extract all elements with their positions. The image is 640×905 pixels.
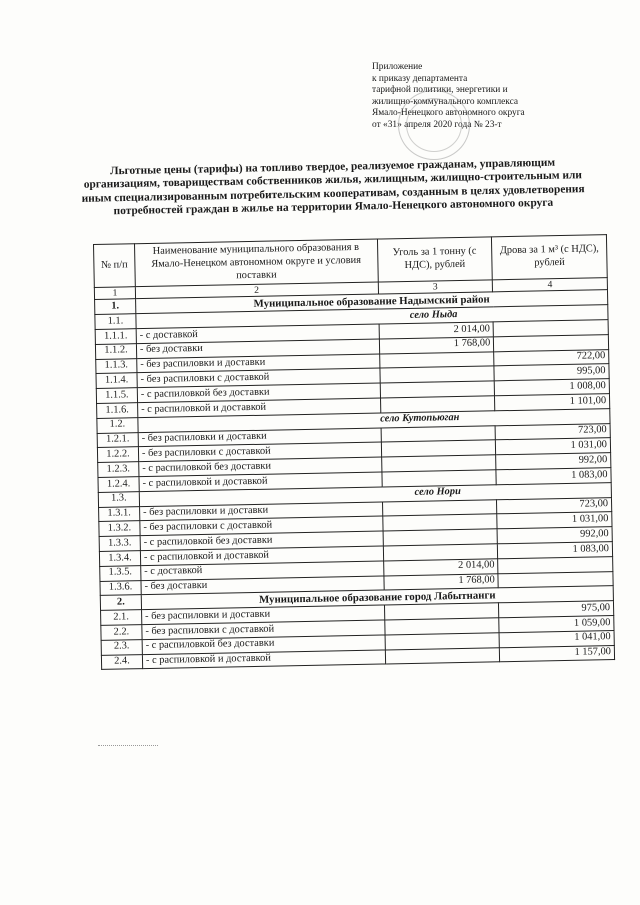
row-number: 2.3.	[101, 639, 142, 655]
row-label: - без распиловки и доставки	[138, 428, 381, 447]
row-label: - без распиловки и доставки	[139, 502, 382, 521]
row-number: 1.2.3.	[98, 462, 139, 478]
appendix-line: от «31» апреля 2020 года № 23-т	[372, 119, 502, 130]
wood-price: 723,00	[495, 423, 610, 440]
row-label: - с распиловкой и доставкой	[140, 546, 383, 565]
wood-price: 1 041,00	[499, 630, 614, 647]
coal-price: 2 014,00	[383, 559, 498, 576]
row-label: - с распиловкой без доставки	[137, 383, 380, 402]
row-number: 1.1.1.	[95, 329, 136, 345]
row-number: 1.3.	[98, 491, 139, 507]
row-label: - с распиловкой без доставки	[140, 531, 383, 550]
header-name: Наименование муниципального образования в Ямало-Ненецком автономном округе и условия поставки	[134, 239, 377, 287]
col-number: 3	[378, 280, 493, 294]
wood-price: 1 083,00	[498, 542, 613, 559]
header-wood: Дрова за 1 м³ (с НДС), рублей	[492, 235, 608, 281]
row-number: 2.	[100, 595, 141, 611]
row-number: 1.1.2.	[95, 343, 136, 359]
wood-price: 1 031,00	[497, 512, 612, 529]
subsection-title: село Ныда	[136, 305, 608, 329]
header-no: № п/п	[94, 244, 136, 288]
row-number: 2.1.	[101, 610, 142, 626]
row-label: - с распиловкой без доставки	[139, 457, 382, 476]
row-label: - с доставкой	[136, 324, 379, 343]
col-number: 1	[94, 287, 135, 300]
wood-price: 1 031,00	[496, 438, 611, 455]
coal-price: 2 014,00	[379, 322, 494, 339]
tariff-table	[93, 234, 615, 670]
row-label: - с доставкой	[141, 561, 384, 580]
document-title: Льготные цены (тарифы) на топливо твердое, реализуемое гражданам, управляющим организациям, товариществам собственников жилья, жилищным, жилищно-строительным или иным специализированным потребительским кооперативам, созданным в целях удовлетворения потребностей граждан в жилье на территории Ямало-Ненецкого автономного округа	[81, 156, 585, 218]
appendix-line: жилищно-коммунального комплекса	[372, 96, 519, 107]
row-number: 1.3.4.	[99, 551, 140, 567]
row-number: 1.2.4.	[98, 477, 139, 493]
wood-price: 995,00	[494, 364, 609, 381]
wood-price: 722,00	[494, 349, 609, 366]
row-label: - без распиловки и доставки	[141, 605, 384, 624]
row-label: - без распиловки с доставкой	[142, 620, 385, 639]
row-number: 1.1.3.	[96, 358, 137, 374]
row-label: - с распиловкой и доставкой	[138, 398, 381, 417]
row-number: 1.3.1.	[99, 506, 140, 522]
row-number: 1.2.1.	[97, 432, 138, 448]
wood-price: 992,00	[497, 527, 612, 544]
appendix-line: тарифной политики, энергетики и	[372, 85, 508, 96]
col-number: 2	[135, 282, 378, 299]
row-number: 1.1.5.	[96, 388, 137, 404]
wood-price: 1 101,00	[495, 394, 610, 411]
row-label: - без доставки	[141, 576, 384, 595]
scan-dots	[98, 745, 158, 746]
subsection-title: село Нори	[139, 482, 611, 506]
row-number: 2.4.	[101, 654, 142, 670]
coal-price: 1 768,00	[379, 337, 494, 354]
row-number: 1.1.	[95, 314, 136, 330]
row-number: 1.2.	[97, 417, 138, 433]
wood-price: 1 008,00	[494, 379, 609, 396]
appendix-line: Приложение	[372, 62, 423, 72]
row-label: - с распиловкой и доставкой	[142, 649, 385, 668]
row-label: - с распиловкой и доставкой	[139, 472, 382, 491]
coal-price	[385, 647, 500, 664]
col-number: 4	[493, 278, 608, 292]
row-number: 1.3.5.	[100, 565, 141, 581]
section-title: Муниципальное образование город Лабытнанги	[141, 586, 613, 610]
row-number: 1.2.2.	[97, 447, 138, 463]
appendix-line: Ямало-Ненецкого автономного округа	[372, 108, 525, 119]
row-number: 2.2.	[101, 625, 142, 641]
coal-price: 1 768,00	[383, 573, 498, 590]
wood-price: 1 083,00	[496, 468, 611, 485]
row-label: - без распиловки с доставкой	[138, 442, 381, 461]
row-number: 1.1.4.	[96, 373, 137, 389]
wood-price: 1 157,00	[500, 645, 615, 662]
row-label: - без доставки	[136, 339, 379, 358]
row-number: 1.3.2.	[99, 521, 140, 537]
wood-price: 975,00	[499, 601, 614, 618]
row-label: - с распиловкой без доставки	[142, 635, 385, 654]
subsection-title: село Кутопьюган	[138, 408, 610, 432]
row-number: 1.	[95, 299, 136, 315]
row-label: - без распиловки и доставки	[137, 354, 380, 373]
row-label: - без распиловки с доставкой	[137, 368, 380, 387]
row-label: - без распиловки с доставкой	[140, 516, 383, 535]
header-coal: Уголь за 1 тонну (с НДС), рублей	[377, 237, 493, 283]
wood-price: 723,00	[497, 497, 612, 514]
wood-price: 1 059,00	[499, 615, 614, 632]
row-number: 1.1.6.	[97, 403, 138, 419]
section-title: Муниципальное образование Надымский район	[136, 290, 608, 314]
seal-inner-ring-icon	[406, 98, 462, 152]
appendix-line: к приказу департамента	[372, 73, 468, 84]
row-number: 1.3.6.	[100, 580, 141, 596]
row-number: 1.3.3.	[99, 536, 140, 552]
wood-price: 992,00	[496, 453, 611, 470]
